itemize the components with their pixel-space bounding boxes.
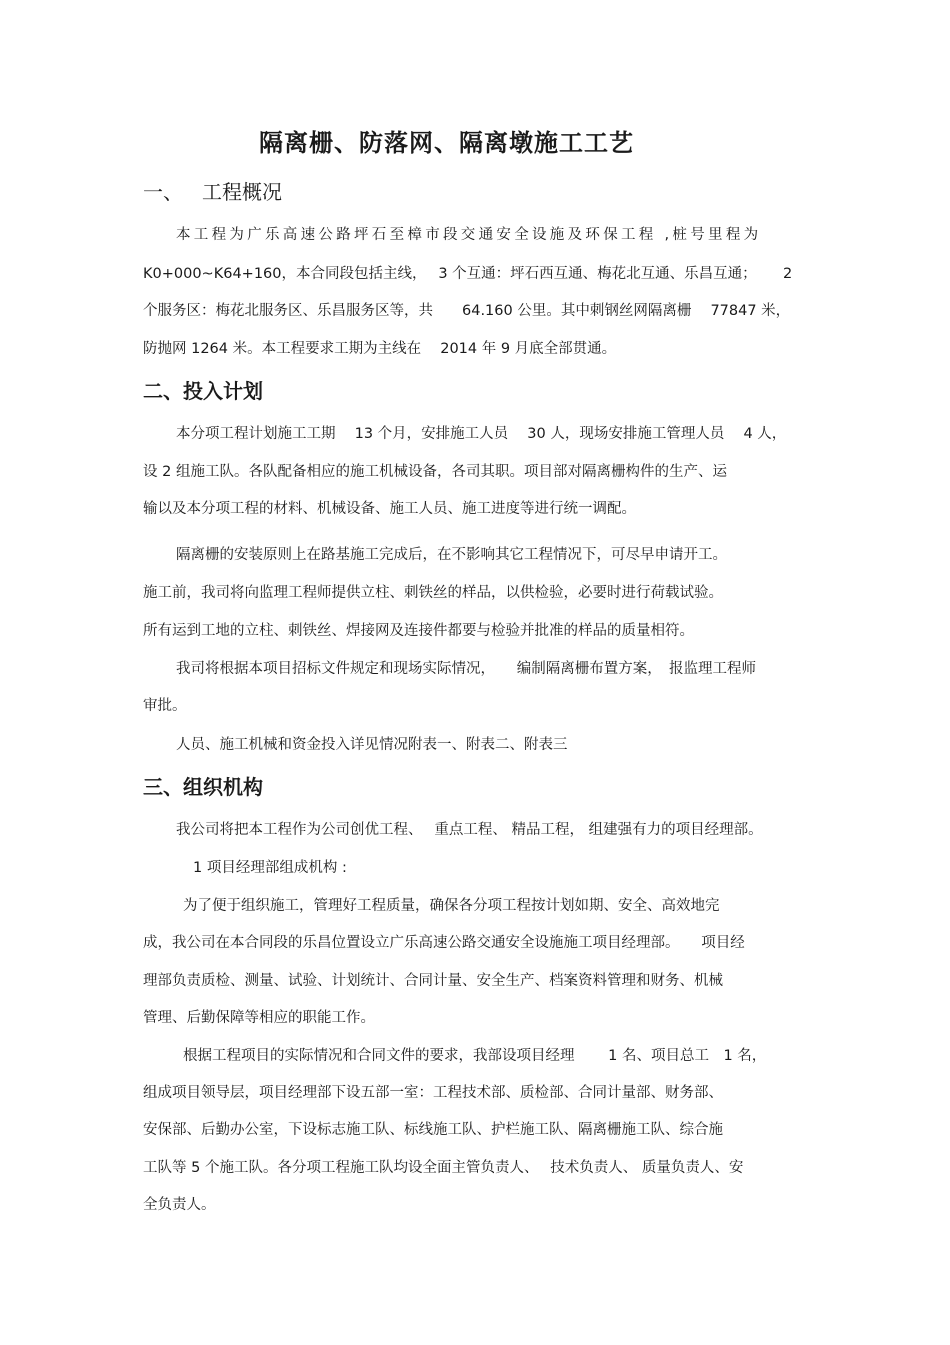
section-1-line: K0+000~K64+160，本合同段包括主线， 3 个互通：坪石西互通、梅花北互通、乐昌互通； 2 (143, 266, 793, 282)
section-3-line: 我公司将把本工程作为公司创优工程、 重点工程、 精品工程， 组建强有力的项目经理部。 (176, 822, 763, 838)
section-2-line: 隔离栅的安装原则上在路基施工完成后，在不影响其它工程情况下，可尽早申请开工。 (176, 547, 727, 563)
section-1-heading: 工程概况 (202, 180, 282, 204)
section-2-line: 本分项工程计划施工工期 13 个月，安排施工人员 30 人，现场安排施工管理人员 4 人， (176, 426, 787, 442)
section-3-line: 为了便于组织施工，管理好工程质量，确保各分项工程按计划如期、安全、高效地完 (183, 898, 720, 914)
section-1-line: 本工程为广乐高速公路坪石至樟市段交通安全设施及环保工程 ,桩号里程为 (176, 227, 762, 243)
section-3-line: 根据工程项目的实际情况和合同文件的要求，我部设项目经理 1 名、项目总工 1 名， (183, 1048, 767, 1064)
section-2-line: 施工前，我司将向监理工程师提供立柱、刺铁丝的样品，以供检验，必要时进行荷载试验。 (143, 585, 723, 601)
section-3-line: 全负责人。 (143, 1197, 216, 1213)
section-2-line: 人员、施工机械和资金投入详见情况附表一、附表二、附表三 (176, 737, 568, 753)
section-3-line: 管理、后勤保障等相应的职能工作。 (143, 1010, 375, 1026)
section-2-line: 审批。 (143, 698, 187, 714)
section-3-line: 理部负责质检、测量、试验、计划统计、合同计量、安全生产、档案资料管理和财务、机械 (143, 973, 723, 989)
section-2-line: 我司将根据本项目招标文件规定和现场实际情况， 编制隔离栅布置方案， 报监理工程师 (176, 661, 756, 677)
section-3-line: 组成项目领导层，项目经理部下设五部一室：工程技术部、质检部、合同计量部、财务部、 (143, 1085, 723, 1101)
section-3-line: 工队等 5 个施工队。各分项工程施工队均设全面主管负责人、 技术负责人、 质量负责人、安 (143, 1160, 744, 1176)
section-1-number: 一、 (143, 180, 183, 204)
section-2-line: 输以及本分项工程的材料、机械设备、施工人员、施工进度等进行统一调配。 (143, 501, 636, 517)
section-2-heading: 二、投入计划 (143, 379, 263, 403)
section-3-subheading: 1 项目经理部组成机构 : (193, 860, 347, 876)
section-3-heading: 三、组织机构 (143, 775, 263, 799)
document-title: 隔离栅、防落网、隔离墩施工工艺 (259, 129, 634, 157)
section-1-line: 防抛网 1264 米。本工程要求工期为主线在 2014 年 9 月底全部贯通。 (143, 341, 617, 357)
section-1-line: 个服务区：梅花北服务区、乐昌服务区等，共 64.160 公里。其中刺钢丝网隔离栅 77847 米， (143, 303, 791, 319)
section-3-line: 安保部、后勤办公室，下设标志施工队、标线施工队、护栏施工队、隔离栅施工队、综合施 (143, 1122, 723, 1138)
section-3-line: 成，我公司在本合同段的乐昌位置设立广乐高速公路交通安全设施施工项目经理部。 项目经 (143, 935, 745, 951)
section-2-line: 所有运到工地的立柱、刺铁丝、焊接网及连接件都要与检验并批准的样品的质量相符。 (143, 623, 694, 639)
section-2-line: 设 2 组施工队。各队配备相应的施工机械设备，各司其职。项目部对隔离栅构件的生产、运 (143, 464, 727, 480)
